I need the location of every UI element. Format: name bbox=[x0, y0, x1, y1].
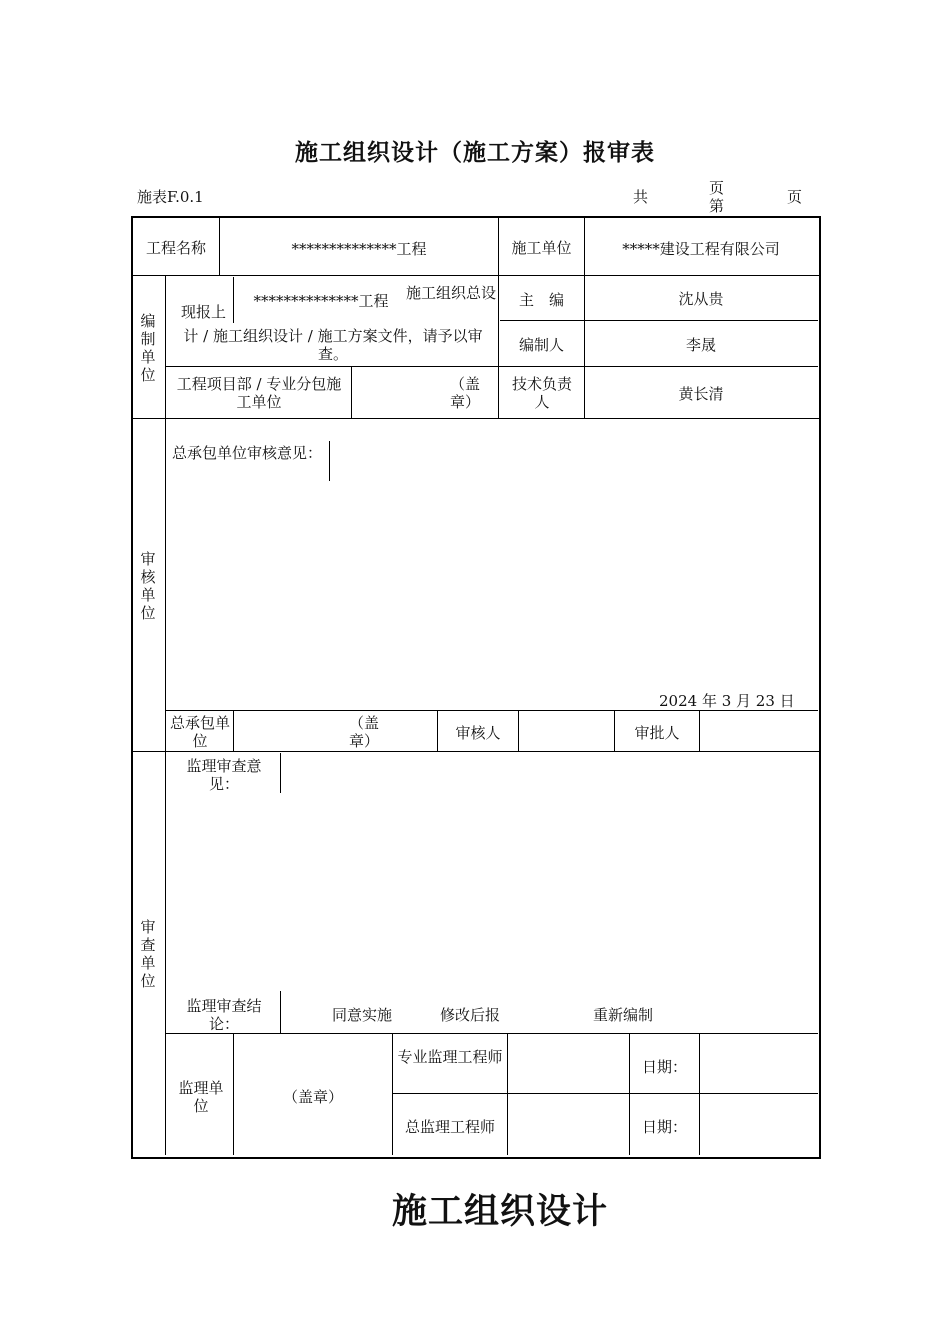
date-label-1: 日期： bbox=[641, 1058, 687, 1076]
gc-label: 总承包单位 bbox=[170, 714, 231, 750]
contractor-label: 施工单位 bbox=[511, 239, 572, 257]
approver-label: 审批人 bbox=[634, 724, 680, 742]
supervisor-seal: （盖章） bbox=[282, 1088, 343, 1106]
gc-opinion-label: 总承包单位审核意见： bbox=[172, 444, 323, 462]
report-text: 计 / 施工组织设计 / 施工方案文件，请予以审查。 bbox=[183, 327, 483, 363]
page-word-right: 页 bbox=[787, 188, 803, 206]
specialist-engineer-label: 专业监理工程师 bbox=[397, 1048, 503, 1066]
report-tail-a: 施工组织总设 bbox=[406, 284, 497, 302]
inspect-side-label: 审查单位 bbox=[140, 918, 156, 990]
tech-lead-value: 黄长清 bbox=[678, 385, 724, 403]
dept-label: 工程项目部 / 专业分包施工单位 bbox=[176, 375, 342, 411]
option-revise: 修改后报 bbox=[440, 1006, 501, 1024]
report-prefix: 现报上 bbox=[181, 303, 227, 321]
review-side-label: 审核单位 bbox=[140, 550, 156, 622]
page-total-prefix: 共 bbox=[633, 188, 649, 206]
chief-editor-label: 主 编 bbox=[518, 291, 564, 309]
date-label-2: 日期： bbox=[641, 1118, 687, 1136]
tech-lead-label: 技术负责人 bbox=[511, 375, 572, 411]
form-title: 施工组织设计（施工方案）报审表 bbox=[295, 140, 655, 166]
page-ordinal-prefix: 第 bbox=[709, 197, 725, 215]
supervisor-opinion-label: 监理审查意见： bbox=[186, 757, 262, 793]
project-name-label: 工程名称 bbox=[145, 239, 206, 257]
editor-value: 李晟 bbox=[685, 336, 716, 354]
reviewer-label: 审核人 bbox=[455, 724, 501, 742]
contractor-value: *****建设工程有限公司 bbox=[622, 240, 780, 258]
form-code: 施表F.0.1 bbox=[137, 188, 204, 206]
compile-side-label: 编制单位 bbox=[140, 312, 156, 384]
supervisor-conclusion-label: 监理审查结论： bbox=[186, 997, 262, 1033]
project-name-value: **************工程 bbox=[291, 240, 427, 258]
editor-label: 编制人 bbox=[518, 336, 564, 354]
chief-editor-value: 沈从贵 bbox=[678, 290, 724, 308]
option-redo: 重新编制 bbox=[593, 1006, 654, 1024]
page-word-top: 页 bbox=[709, 179, 725, 197]
review-date: 2024 年 3 月 23 日 bbox=[659, 692, 795, 710]
footer-title: 施工组织设计 bbox=[391, 1192, 608, 1232]
option-approve: 同意实施 bbox=[332, 1006, 393, 1024]
compile-seal: （盖章） bbox=[449, 375, 480, 411]
supervisor-unit-label: 监理单位 bbox=[178, 1079, 224, 1115]
report-project: **************工程 bbox=[253, 292, 389, 310]
chief-engineer-label: 总监理工程师 bbox=[404, 1118, 495, 1136]
gc-seal: （盖章） bbox=[348, 714, 379, 750]
